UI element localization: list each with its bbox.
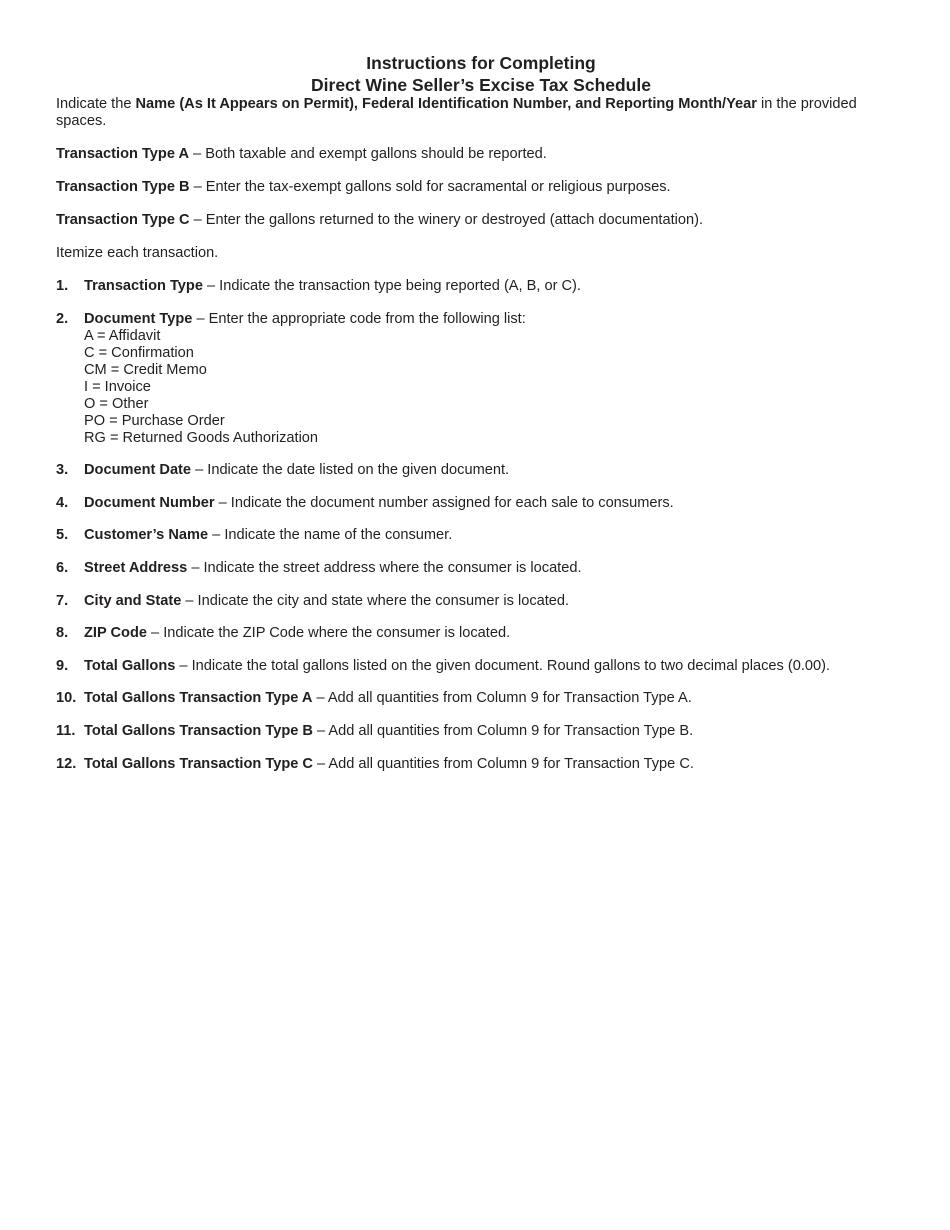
list-item (56, 756, 906, 773)
item-label: ZIP Code (84, 625, 147, 642)
item-number: 8. (56, 625, 69, 642)
intro-post: in the provided spaces. (56, 96, 857, 129)
item-number: 1. (56, 278, 69, 294)
list-item (56, 658, 906, 675)
list-item (56, 495, 906, 512)
document-code: PO = Purchase Order (84, 412, 225, 429)
item-number: 12. (56, 755, 77, 772)
list-item (56, 311, 906, 447)
list-item (56, 527, 906, 544)
document-code: RG = Returned Goods Authorization (84, 429, 319, 446)
intro-pre: Indicate the (56, 96, 136, 112)
item-label: Document Date (84, 462, 192, 479)
list-item (56, 690, 906, 707)
item-text: – Indicate the street address where the consumer is located. (187, 559, 582, 576)
item-label: Customer’s Name (84, 527, 209, 544)
item-text: – Enter the appropriate code from the following list: (192, 310, 526, 327)
document-code: A = Affidavit (84, 327, 161, 344)
item-text: – Indicate the date listed on the given document. (191, 462, 510, 479)
transaction-type-c-text: – Enter the gallons returned to the winery or destroyed (attach documentation). (189, 212, 704, 228)
document-code: C = Confirmation (84, 344, 194, 361)
transaction-type-b-text: – Enter the tax-exempt gallons sold for sacramental or religious purposes. (189, 179, 671, 195)
item-number: 3. (56, 462, 69, 479)
item-text: – Add all quantities from Column 9 for Transaction Type B. (312, 722, 694, 739)
transaction-type-a (56, 146, 906, 163)
document-code-list (84, 328, 906, 447)
page-title (56, 52, 906, 96)
item-text: – Indicate the transaction type being reported (A, B, or C). (202, 278, 581, 294)
intro-bold: Name (As It Appears on Permit), Federal Identification Number, and Reporting Month/Year (135, 96, 757, 112)
item-label: Street Address (84, 559, 188, 576)
item-text: – Indicate the ZIP Code where the consumer is located. (146, 625, 511, 642)
item-number: 6. (56, 559, 69, 576)
document-code: CM = Credit Memo (84, 361, 207, 378)
transaction-type-c-label: Transaction Type C (56, 212, 190, 228)
transaction-type-c (56, 212, 906, 229)
list-item (56, 462, 906, 479)
item-label: Transaction Type (84, 278, 203, 294)
item-label: Document Number (84, 494, 215, 511)
transaction-type-b (56, 179, 906, 196)
item-label: Total Gallons (84, 657, 176, 674)
transaction-type-a-text: – Both taxable and exempt gallons should be reported. (189, 146, 547, 162)
intro-paragraph (56, 96, 906, 130)
instruction-list (56, 278, 906, 773)
item-label: Total Gallons Transaction Type B (84, 722, 313, 739)
list-item (56, 560, 906, 577)
item-number: 5. (56, 527, 69, 544)
transaction-type-a-label: Transaction Type A (56, 146, 189, 162)
item-label: Total Gallons Transaction Type A (84, 690, 313, 707)
item-label: Document Type (84, 310, 193, 327)
item-text: – Add all quantities from Column 9 for Transaction Type A. (312, 690, 692, 707)
title-line-2: Direct Wine Seller’s Excise Tax Schedule (311, 75, 651, 95)
item-label: City and State (84, 592, 182, 609)
item-number: 10. (56, 690, 77, 707)
item-number: 4. (56, 494, 69, 511)
item-number: 11. (56, 722, 76, 739)
list-item (56, 723, 906, 740)
item-text: – Add all quantities from Column 9 for Transaction Type C. (312, 755, 694, 772)
document-code: I = Invoice (84, 378, 151, 395)
item-number: 9. (56, 657, 69, 674)
item-text: – Indicate the name of the consumer. (208, 527, 453, 544)
item-number: 2. (56, 310, 69, 327)
transaction-type-b-label: Transaction Type B (56, 179, 190, 195)
item-text: – Indicate the city and state where the consumer is located. (181, 592, 570, 609)
document-code: O = Other (84, 395, 149, 412)
item-text: – Indicate the total gallons listed on the given document. Round gallons to two decimal places (0.00). (175, 657, 831, 674)
itemize-note: Itemize each transaction. (56, 245, 219, 261)
item-text: – Indicate the document number assigned for each sale to consumers. (214, 494, 674, 511)
list-item (56, 593, 906, 610)
instructions-page (56, 52, 906, 788)
list-item (56, 278, 906, 295)
item-label: Total Gallons Transaction Type C (84, 755, 313, 772)
list-item (56, 625, 906, 642)
title-line-1: Instructions for Completing (366, 53, 596, 73)
item-number: 7. (56, 592, 69, 609)
